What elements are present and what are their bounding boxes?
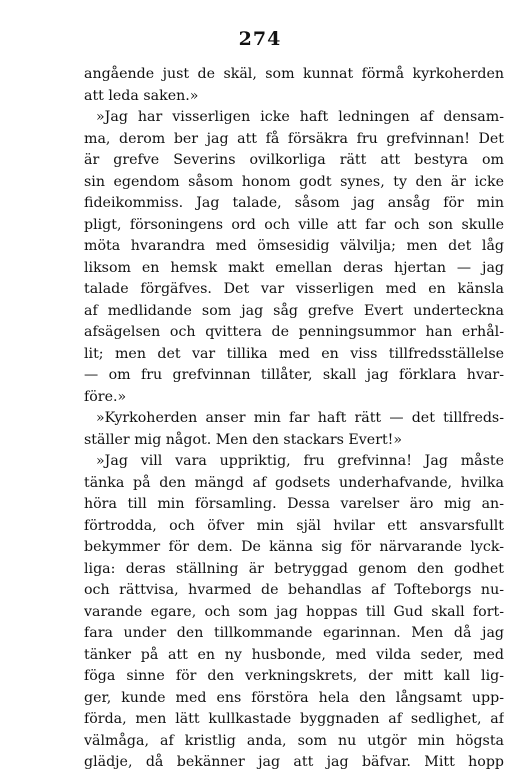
text-line: ställer mig något. Men den stackars Evert!» <box>84 431 403 448</box>
text-line: ma, derom ber jag att få försäkra fru grefvinnan! Det <box>84 130 504 147</box>
text-line: talade förgäfves. Det var visserligen med en känsla <box>84 281 504 297</box>
text-line: ger, kunde med ens förstöra hela den långsamt upp- <box>84 689 504 706</box>
body-text <box>84 64 504 774</box>
text-line: att leda saken.» <box>84 87 199 104</box>
text-line: möta hvarandra med ömsesidig välvilja; men det låg <box>84 238 504 254</box>
text-line: förtrodda, och öfver min själ hvilar ett ansvarsfullt <box>84 517 504 534</box>
text-line: liksom en hemsk makt emellan deras hjertan — jag <box>84 259 504 276</box>
text-line: lit; men det var tillika med en viss tillfredsställelse <box>84 345 504 362</box>
text-line: fara under den tillkommande egarinnan. Men då jag <box>84 625 504 641</box>
text-line: varande egare, och som jag hoppas till Gud skall fort- <box>84 603 504 620</box>
text-line: afsägelsen och qvittera de penningsummor han erhål- <box>84 324 504 340</box>
text-line: af medlidande som jag såg grefve Evert underteckna <box>84 302 504 319</box>
text-line: — om fru grefvinnan tillåter, skall jag förklara hvar- <box>84 367 504 383</box>
text-line: »Kyrkoherden anser min far haft rätt — det tillfreds- <box>96 410 504 426</box>
page-number: 274 <box>238 28 282 50</box>
text-line: angående just de skäl, som kunnat förmå kyrkoherden <box>84 66 504 82</box>
text-line: pligt, försoningens ord och ville att far och son skulle <box>84 216 504 233</box>
text-line: och rättvisa, hvarmed de behandlas af Tofteborgs nu- <box>84 582 504 598</box>
text-line: höra till min församling. Dessa varelser äro mig an- <box>84 496 504 512</box>
text-line: fideikommiss. Jag talade, såsom jag ansåg för min <box>84 195 504 211</box>
text-line: bekymmer för dem. De känna sig för närvarande lyck- <box>84 539 504 555</box>
text-line: tänker på att en ny husbonde, med vilda seder, med <box>84 646 504 663</box>
text-line: glädje, då bekänner jag att jag bäfvar. Mitt hopp <box>84 754 504 770</box>
text-line: förda, men lätt kullkastade byggnaden af sedlighet, af <box>84 711 504 727</box>
text-line: välmåga, af kristlig anda, som nu utgör min högsta <box>84 732 504 749</box>
text-line: liga: deras ställning är betryggad genom den godhet <box>84 560 504 577</box>
text-line: »Jag har visserligen icke haft ledningen af densam- <box>96 109 504 125</box>
text-line: är grefve Severins ovilkorliga rätt att bestyra om <box>84 152 504 168</box>
text-line: »Jag vill vara uppriktig, fru grefvinna! Jag måste <box>96 453 504 469</box>
text-line: före.» <box>84 388 127 405</box>
text-line: föga sinne för den verkningskrets, der mitt kall lig- <box>84 668 504 684</box>
text-line: tänka på den mängd af godsets underhafvande, hvilka <box>84 474 504 491</box>
text-line: sin egendom såsom honom godt synes, ty den är icke <box>84 173 504 190</box>
